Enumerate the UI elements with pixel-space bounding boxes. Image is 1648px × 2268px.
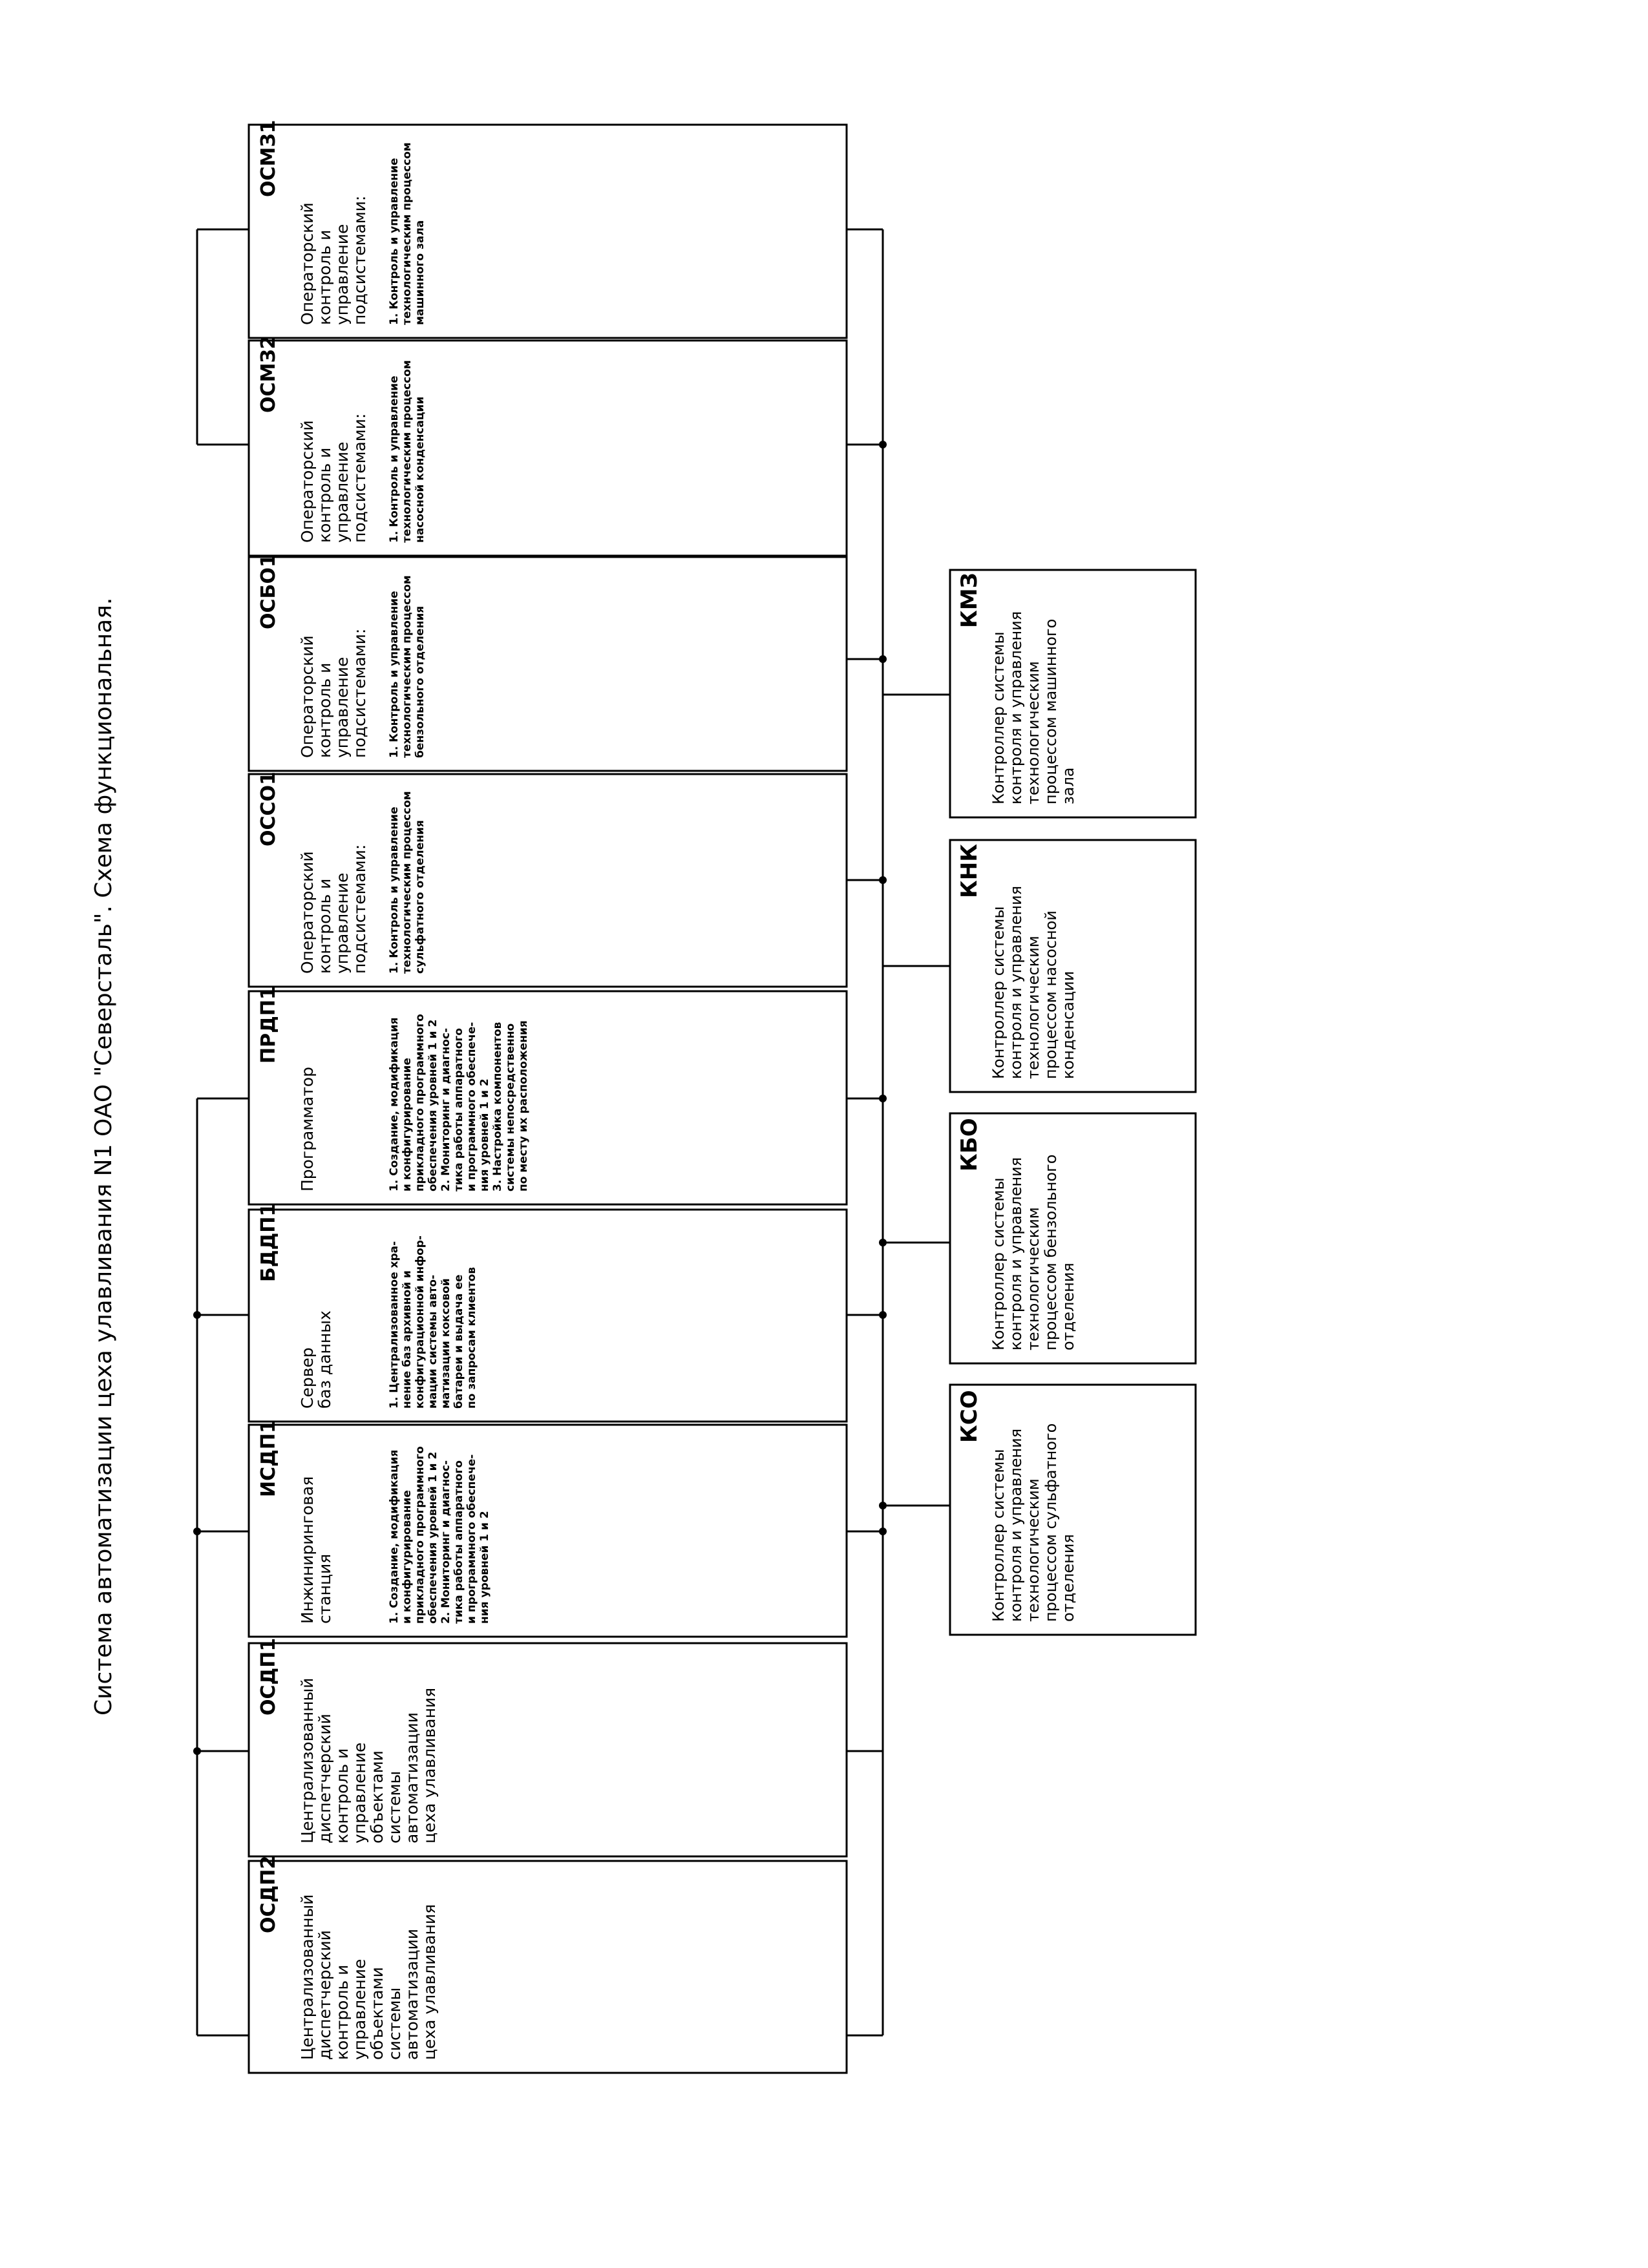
bus-junction-6	[879, 1528, 887, 1535]
station-name-осдп2: Централизованный диспетчерский контроль и управление объектами системы автоматизации цеха улавливания	[298, 1894, 439, 2060]
station-code-осмз2: ОСМЗ2	[257, 335, 280, 413]
controller-code-кмз: КМЗ	[956, 572, 982, 628]
bus-junction-0	[879, 441, 887, 448]
station-code-осмз1: ОСМЗ1	[257, 120, 280, 197]
controller-desc-кнк: Контроллер системы контроля и управления технологическим процессом насосной конденсации	[989, 885, 1077, 1079]
bus-junction-1	[879, 655, 887, 663]
controller-code-кбо: КБО	[956, 1118, 982, 1171]
controller-desc-ксо: Контроллер системы контроля и управления технологическим процессом сульфатного отделения	[989, 1423, 1077, 1622]
station-desc-осмз1: 1. Контроль и управление технологическим процессом машинного зала	[388, 142, 427, 325]
controller-code-ксо: КСО	[956, 1390, 982, 1443]
controller-desc-кмз: Контроллер системы контроля и управления технологическим процессом машинного зала	[989, 611, 1077, 804]
station-name-бддп1: Сервер баз данных	[298, 1310, 334, 1409]
station-box-исдп1	[249, 1425, 847, 1637]
station-desc-бддп1: 1. Централизованное хра- нение баз архивной и конфигурационной инфор- мации системы авто- матизации коксовой батареи и выдача ее по запросам клиентов	[388, 1235, 478, 1409]
station-name-осдп1: Централизованный диспетчерский контроль и управление объектами системы автоматизации цеха улавливания	[298, 1677, 439, 1843]
station-code-осдп2: ОСДП2	[257, 1855, 280, 1933]
station-code-осдп1: ОСДП1	[257, 1637, 280, 1716]
station-box-бддп1	[249, 1210, 847, 1422]
station-name-прдп1: Программатор	[298, 1066, 317, 1192]
station-name-осмз1: Операторский контроль и управление подсистемами:	[298, 195, 369, 325]
station-name-осбо1: Операторский контроль и управление подсистемами:	[298, 628, 369, 758]
controller-desc-кбо: Контроллер системы контроля и управления технологическим процессом бензольного отделения	[989, 1154, 1077, 1350]
controller-code-кнк: КНК	[956, 843, 982, 898]
station-code-оссо1: ОССО1	[257, 772, 280, 846]
bus-junction-5	[879, 1311, 887, 1319]
station-code-осбо1: ОСБО1	[257, 554, 280, 629]
station-desc-осмз2: 1. Контроль и управление технологическим процессом насосной конденсации	[388, 360, 427, 543]
bus-junction-3	[879, 1095, 887, 1102]
station-desc-исдп1: 1. Создание, модификация и конфигурирование прикладного программного обеспечения уровней 1 и 2 2. Мониторинг и диагнос- тика работы аппаратного и программного обеспече- ния уровней 1 и 2	[388, 1446, 491, 1624]
station-code-бддп1: БДДП1	[257, 1202, 280, 1282]
left-junction-osdp1	[193, 1747, 201, 1755]
station-code-исдп1: ИСДП1	[257, 1420, 280, 1497]
station-name-исдп1: Инжиниринговая станция	[298, 1476, 334, 1624]
station-desc-оссо1: 1. Контроль и управление технологическим процессом сульфатного отделения	[388, 791, 427, 974]
station-name-оссо1: Операторский контроль и управление подсистемами:	[298, 844, 369, 974]
station-desc-осбо1: 1. Контроль и управление технологическим процессом бензольного отделения	[388, 575, 427, 758]
station-desc-прдп1: 1. Создание, модификация и конфигурирование прикладного программного обеспечения уровней 1 и 2 2. Мониторинг и диагнос- тика работы аппаратного и программного обеспече- ния уровней 1 и 2 3. Настройка компонентов системы непосредственно по месту их расположения	[388, 1014, 530, 1192]
diagram-title: Система автоматизации цеха улавливания N1 ОАО "Северсталь". Схема функциональная.	[90, 597, 117, 1716]
station-name-осмз2: Операторский контроль и управление подсистемами:	[298, 413, 369, 543]
left-junction-bddp1	[193, 1311, 201, 1319]
bus-junction-2	[879, 876, 887, 884]
station-box-прдп1	[249, 991, 847, 1204]
left-junction-isdp1	[193, 1528, 201, 1535]
station-code-прдп1: ПРДП1	[257, 986, 280, 1064]
